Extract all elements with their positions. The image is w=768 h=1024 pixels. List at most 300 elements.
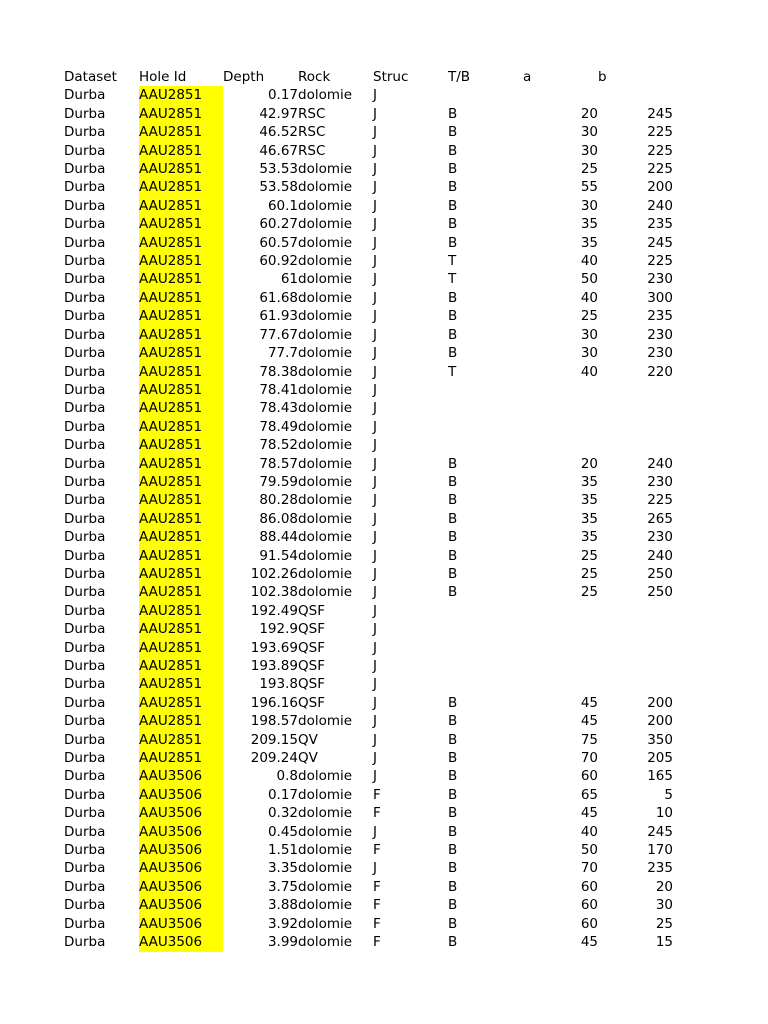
- cell-tb: B: [448, 345, 458, 362]
- cell-b: 205: [647, 750, 673, 767]
- cell-hole-id: AAU2851: [139, 583, 223, 601]
- cell-struc: J: [373, 437, 377, 454]
- cell-dataset: Durba: [64, 308, 106, 325]
- header-struc: Struc: [373, 69, 409, 85]
- cell-tb: B: [448, 768, 458, 785]
- cell-depth: 60.27: [259, 216, 298, 233]
- cell-hole-id: AAU2851: [139, 160, 223, 178]
- cell-struc: J: [373, 234, 377, 251]
- cell-struc: J: [373, 510, 377, 527]
- table-row: [64, 510, 673, 528]
- cell-b: 165: [647, 768, 673, 785]
- cell-rock: dolomie: [298, 713, 353, 730]
- table-row: [64, 878, 673, 896]
- cell-hole-id: AAU2851: [139, 694, 223, 712]
- cell-tb: T: [448, 363, 457, 380]
- cell-dataset: Durba: [64, 547, 106, 564]
- cell-dataset: Durba: [64, 142, 106, 159]
- cell-depth: 78.43: [259, 400, 298, 417]
- cell-hole-id: AAU2851: [139, 326, 223, 344]
- cell-depth: 78.38: [259, 363, 298, 380]
- cell-tb: B: [448, 823, 458, 840]
- cell-b: 235: [647, 860, 673, 877]
- cell-struc: J: [373, 179, 377, 196]
- cell-b: 225: [647, 161, 673, 178]
- cell-hole-id: AAU3506: [139, 841, 223, 859]
- cell-b: [598, 620, 673, 638]
- table-row: [64, 639, 673, 657]
- cell-dataset: Durba: [64, 529, 106, 546]
- cell-hole-id: AAU2851: [139, 381, 223, 399]
- table-row: [64, 381, 673, 399]
- table-row: [64, 528, 673, 546]
- cell-tb: B: [448, 529, 458, 546]
- cell-b: 350: [647, 731, 673, 748]
- cell-tb: B: [448, 105, 458, 122]
- cell-struc: J: [373, 345, 377, 362]
- cell-a: 35: [580, 510, 598, 527]
- table-row: [64, 804, 673, 822]
- table-row: [64, 731, 673, 749]
- cell-b: 230: [647, 345, 673, 362]
- table-row: [64, 326, 673, 344]
- cell-rock: RSC: [298, 105, 326, 122]
- cell-a: 45: [580, 713, 598, 730]
- cell-struc: J: [373, 124, 377, 141]
- cell-depth: 1.51: [267, 842, 298, 859]
- table-row: [64, 307, 673, 325]
- cell-a: 35: [580, 473, 598, 490]
- table-row: [64, 142, 673, 160]
- cell-a: [523, 602, 598, 620]
- table-row: [64, 363, 673, 381]
- table-row: [64, 823, 673, 841]
- cell-b: 265: [647, 510, 673, 527]
- data-table: [64, 68, 673, 952]
- cell-depth: 53.58: [259, 179, 298, 196]
- cell-a: 35: [580, 529, 598, 546]
- table-row: [64, 583, 673, 601]
- table-row: [64, 767, 673, 785]
- cell-struc: J: [373, 694, 377, 711]
- table-row: [64, 473, 673, 491]
- cell-hole-id: AAU2851: [139, 344, 223, 362]
- cell-b: 30: [655, 897, 673, 914]
- cell-hole-id: AAU3506: [139, 823, 223, 841]
- cell-a: [523, 381, 598, 399]
- cell-depth: 78.52: [259, 437, 298, 454]
- cell-hole-id: AAU3506: [139, 767, 223, 785]
- cell-dataset: Durba: [64, 750, 106, 767]
- cell-struc: J: [373, 529, 377, 546]
- cell-rock: dolomie: [298, 529, 353, 546]
- cell-rock: dolomie: [298, 473, 353, 490]
- cell-tb: B: [448, 216, 458, 233]
- cell-b: [598, 418, 673, 436]
- cell-a: 40: [580, 823, 598, 840]
- cell-depth: 61.68: [259, 289, 298, 306]
- cell-dataset: Durba: [64, 455, 106, 472]
- cell-tb: B: [448, 897, 458, 914]
- cell-struc: J: [373, 768, 377, 785]
- cell-b: 250: [647, 584, 673, 601]
- cell-hole-id: AAU3506: [139, 933, 223, 951]
- cell-hole-id: AAU2851: [139, 620, 223, 638]
- cell-a: [523, 436, 598, 454]
- table-row: [64, 547, 673, 565]
- cell-dataset: Durba: [64, 289, 106, 306]
- cell-tb: [448, 602, 523, 620]
- cell-tb: B: [448, 915, 458, 932]
- cell-rock: dolomie: [298, 934, 353, 951]
- cell-rock: dolomie: [298, 363, 353, 380]
- cell-hole-id: AAU2851: [139, 307, 223, 325]
- table-row: [64, 344, 673, 362]
- cell-b: [598, 657, 673, 675]
- cell-hole-id: AAU2851: [139, 455, 223, 473]
- cell-a: 65: [580, 786, 598, 803]
- table-row: [64, 786, 673, 804]
- cell-hole-id: AAU2851: [139, 215, 223, 233]
- table-body: [64, 86, 673, 951]
- cell-depth: 77.7: [267, 345, 298, 362]
- table-row: [64, 178, 673, 196]
- header-hole-id: Hole Id: [139, 69, 187, 85]
- cell-struc: J: [373, 253, 377, 270]
- cell-dataset: Durba: [64, 713, 106, 730]
- cell-struc: J: [373, 216, 377, 233]
- cell-a: [523, 620, 598, 638]
- table-row: [64, 491, 673, 509]
- cell-rock: dolomie: [298, 418, 353, 435]
- header-a: a: [523, 69, 532, 85]
- cell-b: 245: [647, 105, 673, 122]
- cell-a: 25: [580, 547, 598, 564]
- cell-rock: dolomie: [298, 823, 353, 840]
- cell-struc: J: [373, 860, 377, 877]
- cell-depth: 0.17: [267, 87, 298, 104]
- cell-depth: 209.24: [250, 750, 298, 767]
- cell-dataset: Durba: [64, 179, 106, 196]
- cell-tb: B: [448, 805, 458, 822]
- cell-b: 225: [647, 142, 673, 159]
- cell-tb: B: [448, 308, 458, 325]
- cell-a: 30: [580, 345, 598, 362]
- cell-b: [598, 436, 673, 454]
- cell-rock: QSF: [298, 621, 325, 638]
- cell-dataset: Durba: [64, 602, 106, 619]
- cell-b: [598, 399, 673, 417]
- cell-b: 25: [655, 915, 673, 932]
- cell-dataset: Durba: [64, 363, 106, 380]
- cell-b: 200: [647, 713, 673, 730]
- cell-b: 235: [647, 216, 673, 233]
- cell-hole-id: AAU2851: [139, 547, 223, 565]
- cell-rock: dolomie: [298, 860, 353, 877]
- cell-tb: [448, 399, 523, 417]
- table-row: [64, 602, 673, 620]
- cell-hole-id: AAU2851: [139, 418, 223, 436]
- table-row: [64, 399, 673, 417]
- table-row: [64, 289, 673, 307]
- cell-depth: 193.69: [250, 639, 298, 656]
- cell-rock: dolomie: [298, 805, 353, 822]
- cell-hole-id: AAU2851: [139, 289, 223, 307]
- cell-depth: 3.88: [267, 897, 298, 914]
- cell-b: [598, 86, 673, 104]
- cell-tb: B: [448, 289, 458, 306]
- cell-tb: [448, 418, 523, 436]
- cell-b: 20: [655, 878, 673, 895]
- cell-depth: 77.67: [259, 326, 298, 343]
- table-row: [64, 859, 673, 877]
- cell-a: 45: [580, 694, 598, 711]
- cell-dataset: Durba: [64, 105, 106, 122]
- cell-struc: F: [373, 915, 381, 932]
- cell-a: 25: [580, 161, 598, 178]
- cell-rock: QSF: [298, 658, 325, 674]
- cell-struc: J: [373, 658, 377, 674]
- cell-a: 30: [580, 142, 598, 159]
- cell-struc: J: [373, 676, 377, 693]
- cell-b: 300: [647, 289, 673, 306]
- cell-rock: dolomie: [298, 271, 353, 288]
- cell-hole-id: AAU2851: [139, 270, 223, 288]
- cell-tb: B: [448, 197, 458, 214]
- cell-dataset: Durba: [64, 934, 106, 951]
- table-row: [64, 270, 673, 288]
- cell-b: 15: [655, 934, 673, 951]
- cell-tb: [448, 436, 523, 454]
- header-row: [64, 68, 673, 86]
- cell-dataset: Durba: [64, 345, 106, 362]
- cell-rock: dolomie: [298, 179, 353, 196]
- cell-depth: 193.89: [250, 658, 298, 674]
- cell-a: 40: [580, 363, 598, 380]
- cell-depth: 0.32: [267, 805, 298, 822]
- cell-dataset: Durba: [64, 676, 106, 693]
- cell-hole-id: AAU2851: [139, 123, 223, 141]
- cell-dataset: Durba: [64, 639, 106, 656]
- cell-a: 25: [580, 565, 598, 582]
- cell-depth: 46.67: [259, 142, 298, 159]
- cell-tb: B: [448, 878, 458, 895]
- cell-depth: 78.49: [259, 418, 298, 435]
- cell-depth: 102.26: [250, 565, 298, 582]
- table-row: [64, 234, 673, 252]
- cell-depth: 61.93: [259, 308, 298, 325]
- cell-a: 35: [580, 216, 598, 233]
- cell-tb: B: [448, 934, 458, 951]
- cell-b: 200: [647, 694, 673, 711]
- cell-hole-id: AAU2851: [139, 510, 223, 528]
- cell-struc: J: [373, 713, 377, 730]
- cell-dataset: Durba: [64, 842, 106, 859]
- table-row: [64, 749, 673, 767]
- cell-tb: B: [448, 510, 458, 527]
- cell-a: [523, 86, 598, 104]
- cell-hole-id: AAU2851: [139, 234, 223, 252]
- cell-struc: J: [373, 547, 377, 564]
- cell-tb: B: [448, 750, 458, 767]
- cell-tb: B: [448, 713, 458, 730]
- cell-depth: 60.92: [259, 253, 298, 270]
- cell-dataset: Durba: [64, 768, 106, 785]
- cell-rock: dolomie: [298, 253, 353, 270]
- cell-rock: dolomie: [298, 547, 353, 564]
- cell-b: 230: [647, 271, 673, 288]
- cell-rock: dolomie: [298, 455, 353, 472]
- cell-dataset: Durba: [64, 271, 106, 288]
- table-row: [64, 86, 673, 104]
- cell-hole-id: AAU3506: [139, 915, 223, 933]
- cell-rock: dolomie: [298, 492, 353, 509]
- table-row: [64, 418, 673, 436]
- cell-dataset: Durba: [64, 418, 106, 435]
- cell-hole-id: AAU2851: [139, 749, 223, 767]
- cell-depth: 91.54: [259, 547, 298, 564]
- cell-struc: J: [373, 455, 377, 472]
- cell-dataset: Durba: [64, 197, 106, 214]
- cell-tb: [448, 657, 523, 675]
- cell-b: 240: [647, 197, 673, 214]
- header-tb: T/B: [448, 69, 471, 85]
- cell-dataset: Durba: [64, 658, 106, 674]
- table-row: [64, 915, 673, 933]
- table-row: [64, 215, 673, 233]
- cell-struc: J: [373, 823, 377, 840]
- cell-dataset: Durba: [64, 234, 106, 251]
- cell-dataset: Durba: [64, 87, 106, 104]
- table-row: [64, 675, 673, 693]
- cell-struc: F: [373, 842, 381, 859]
- cell-depth: 192.49: [250, 602, 298, 619]
- cell-depth: 60.1: [267, 197, 298, 214]
- cell-struc: J: [373, 418, 377, 435]
- cell-hole-id: AAU2851: [139, 363, 223, 381]
- cell-tb: B: [448, 161, 458, 178]
- cell-depth: 42.97: [259, 105, 298, 122]
- cell-struc: J: [373, 602, 377, 619]
- cell-depth: 78.57: [259, 455, 298, 472]
- cell-rock: dolomie: [298, 897, 353, 914]
- cell-dataset: Durba: [64, 897, 106, 914]
- cell-a: 45: [580, 934, 598, 951]
- cell-tb: B: [448, 142, 458, 159]
- cell-struc: J: [373, 731, 377, 748]
- cell-a: 70: [580, 750, 598, 767]
- cell-hole-id: AAU2851: [139, 178, 223, 196]
- cell-rock: dolomie: [298, 289, 353, 306]
- cell-dataset: Durba: [64, 124, 106, 141]
- cell-a: 20: [580, 105, 598, 122]
- cell-rock: dolomie: [298, 786, 353, 803]
- cell-dataset: Durba: [64, 400, 106, 417]
- cell-struc: J: [373, 492, 377, 509]
- cell-dataset: Durba: [64, 694, 106, 711]
- cell-rock: dolomie: [298, 878, 353, 895]
- cell-b: 250: [647, 565, 673, 582]
- cell-struc: J: [373, 565, 377, 582]
- cell-rock: QV: [298, 731, 318, 748]
- cell-tb: B: [448, 547, 458, 564]
- cell-rock: QSF: [298, 639, 325, 656]
- cell-rock: dolomie: [298, 326, 353, 343]
- cell-struc: J: [373, 105, 377, 122]
- cell-hole-id: AAU2851: [139, 712, 223, 730]
- cell-hole-id: AAU2851: [139, 657, 223, 675]
- cell-dataset: Durba: [64, 786, 106, 803]
- cell-dataset: Durba: [64, 823, 106, 840]
- table-row: [64, 436, 673, 454]
- cell-depth: 88.44: [259, 529, 298, 546]
- table-row: [64, 455, 673, 473]
- cell-struc: J: [373, 87, 377, 104]
- cell-hole-id: AAU2851: [139, 105, 223, 123]
- cell-hole-id: AAU2851: [139, 565, 223, 583]
- cell-a: 75: [580, 731, 598, 748]
- cell-dataset: Durba: [64, 161, 106, 178]
- cell-depth: 53.53: [259, 161, 298, 178]
- cell-hole-id: AAU2851: [139, 602, 223, 620]
- cell-a: 35: [580, 234, 598, 251]
- cell-tb: B: [448, 731, 458, 748]
- header-b: b: [598, 69, 607, 85]
- cell-hole-id: AAU2851: [139, 86, 223, 104]
- cell-a: 50: [580, 271, 598, 288]
- cell-b: 230: [647, 529, 673, 546]
- cell-tb: B: [448, 842, 458, 859]
- cell-b: 10: [655, 805, 673, 822]
- cell-a: 40: [580, 253, 598, 270]
- cell-depth: 61: [280, 271, 298, 288]
- cell-b: [598, 639, 673, 657]
- cell-b: 235: [647, 308, 673, 325]
- cell-tb: B: [448, 786, 458, 803]
- cell-a: 25: [580, 584, 598, 601]
- cell-tb: B: [448, 860, 458, 877]
- cell-depth: 102.38: [250, 584, 298, 601]
- cell-struc: J: [373, 271, 377, 288]
- cell-a: 60: [580, 915, 598, 932]
- table-row: [64, 123, 673, 141]
- cell-b: [598, 675, 673, 693]
- cell-a: [523, 399, 598, 417]
- cell-tb: B: [448, 694, 458, 711]
- cell-a: 45: [580, 805, 598, 822]
- cell-rock: dolomie: [298, 915, 353, 932]
- cell-tb: [448, 86, 523, 104]
- cell-depth: 0.45: [267, 823, 298, 840]
- header-dataset: Dataset: [64, 69, 117, 85]
- cell-depth: 209.15: [250, 731, 298, 748]
- cell-hole-id: AAU3506: [139, 896, 223, 914]
- cell-dataset: Durba: [64, 860, 106, 877]
- cell-struc: J: [373, 142, 377, 159]
- table-row: [64, 565, 673, 583]
- cell-hole-id: AAU3506: [139, 804, 223, 822]
- cell-tb: B: [448, 124, 458, 141]
- cell-depth: 79.59: [259, 473, 298, 490]
- cell-rock: RSC: [298, 142, 326, 159]
- cell-tb: [448, 675, 523, 693]
- cell-dataset: Durba: [64, 584, 106, 601]
- cell-rock: dolomie: [298, 161, 353, 178]
- cell-b: 225: [647, 492, 673, 509]
- cell-dataset: Durba: [64, 216, 106, 233]
- cell-dataset: Durba: [64, 565, 106, 582]
- cell-b: 220: [647, 363, 673, 380]
